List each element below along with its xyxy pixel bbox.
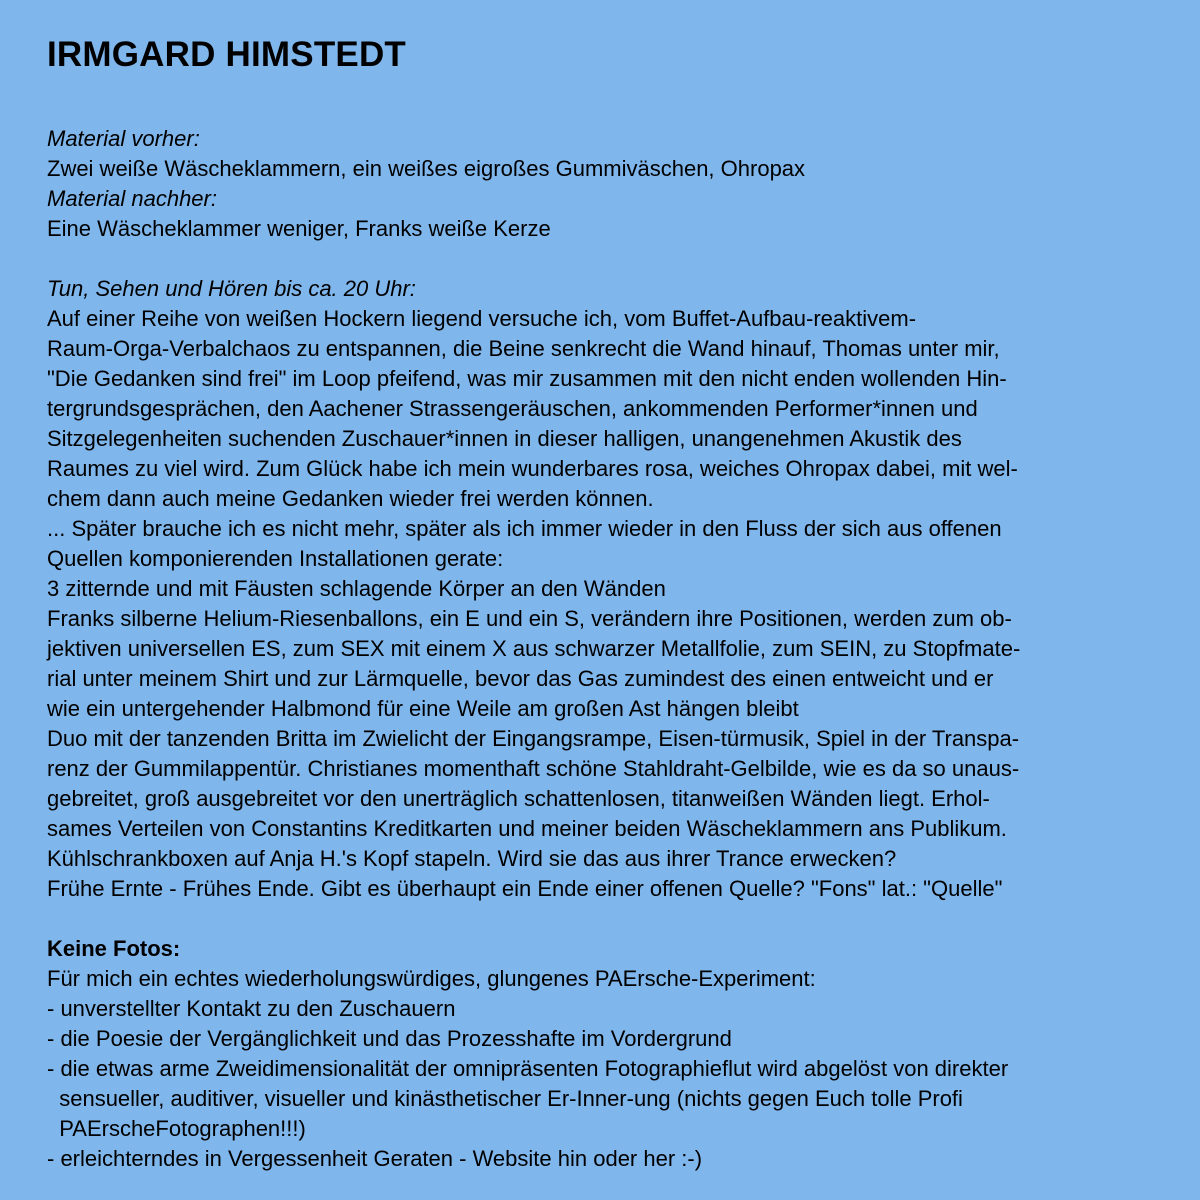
list-item-continuation: PAErscheFotographen!!!): [47, 1116, 306, 1141]
page-title: IRMGARD HIMSTEDT: [47, 35, 407, 74]
tun-section: [47, 274, 1160, 904]
paragraph-line: wie ein untergehender Halbmond für eine Weile am großen Ast hängen bleibt: [47, 696, 799, 721]
paragraph-line: Raumes zu viel wird. Zum Glück habe ich mein wunderbares rosa, weiches Ohropax dabei, mit wel-: [47, 456, 1018, 481]
material-section: [47, 124, 1160, 244]
spacer: [47, 904, 1160, 934]
list-item: - die etwas arme Zweidimensionalität der omnipräsenten Fotographieflut wird abgelöst von direkter: [47, 1056, 1009, 1081]
list-item-continuation: sensueller, auditiver, visueller und kinästhetischer Er-Inner-ung (nichts gegen Euch tolle Profi: [47, 1086, 963, 1111]
paragraph-line: Kühlschrankboxen auf Anja H.'s Kopf stapeln. Wird sie das aus ihrer Trance erwecken?: [47, 846, 897, 871]
list-item: - unverstellter Kontakt zu den Zuschauern: [47, 996, 456, 1021]
paragraph-line: rial unter meinem Shirt und zur Lärmquelle, bevor das Gas zumindest des einen entweicht und er: [47, 666, 994, 691]
material-after-text: Eine Wäscheklammer weniger, Franks weiße Kerze: [47, 216, 551, 241]
paragraph-line: Sitzgelegenheiten suchenden Zuschauer*innen in dieser halligen, unangenehmen Akustik des: [47, 426, 962, 451]
spacer: [47, 244, 1160, 274]
paragraph-line: Auf einer Reihe von weißen Hockern liegend versuche ich, vom Buffet-Aufbau-reaktivem-: [47, 306, 917, 331]
paragraph-line: Duo mit der tanzenden Britta im Zwielicht der Eingangsrampe, Eisen-türmusik, Spiel in der Transpa-: [47, 726, 1020, 751]
paragraph-line: jektiven universellen ES, zum SEX mit einem X aus schwarzer Metallfolie, zum SEIN, zu Stopfmate-: [47, 636, 1021, 661]
fotos-label: Keine Fotos:: [47, 936, 181, 961]
list-line: Für mich ein echtes wiederholungswürdiges, glungenes PAErsche-Experiment:: [47, 966, 816, 991]
paragraph-line: Frühe Ernte - Frühes Ende. Gibt es überhaupt ein Ende einer offenen Quelle? "Fons" lat.: "Quelle": [47, 876, 1003, 901]
paragraph-line: Quellen komponierenden Installationen gerate:: [47, 546, 504, 571]
fotos-section: [47, 934, 1160, 1174]
list-item: - die Poesie der Vergänglichkeit und das Prozesshafte im Vordergrund: [47, 1026, 732, 1051]
paragraph-line: ... Später brauche ich es nicht mehr, später als ich immer wieder in den Fluss der sich aus offenen: [47, 516, 1002, 541]
material-before-text: Zwei weiße Wäscheklammern, ein weißes eigroßes Gummiväschen, Ohropax: [47, 156, 806, 181]
paragraph-line: sames Verteilen von Constantins Kreditkarten und meiner beiden Wäscheklammern ans Publikum.: [47, 816, 1007, 841]
list-item: - erleichterndes in Vergessenheit Geraten - Website hin oder her :-): [47, 1146, 703, 1171]
paragraph-line: "Die Gedanken sind frei" im Loop pfeifend, was mir zusammen mit den nicht enden wollenden Hin-: [47, 366, 1007, 391]
paragraph-line: chem dann auch meine Gedanken wieder frei werden können.: [47, 486, 654, 511]
paragraph-line: 3 zitternde und mit Fäusten schlagende Körper an den Wänden: [47, 576, 666, 601]
material-after-label: Material nachher:: [47, 186, 217, 211]
paragraph-line: renz der Gummilappentür. Christianes momenthaft schöne Stahldraht-Gelbilde, wie es da so unaus-: [47, 756, 1020, 781]
paragraph-line: Franks silberne Helium-Riesenballons, ein E und ein S, verändern ihre Positionen, werden zum ob-: [47, 606, 1012, 631]
paragraph-line: tergrundsgesprächen, den Aachener Strassengeräuschen, ankommenden Performer*innen und: [47, 396, 978, 421]
tun-label: Tun, Sehen und Hören bis ca. 20 Uhr:: [47, 276, 416, 301]
paragraph-line: Raum-Orga-Verbalchaos zu entspannen, die Beine senkrecht die Wand hinauf, Thomas unter mir,: [47, 336, 1000, 361]
material-before-label: Material vorher:: [47, 126, 200, 151]
paragraph-line: gebreitet, groß ausgebreitet vor den unerträglich schattenlosen, titanweißen Wänden liegt. Erhol-: [47, 786, 990, 811]
